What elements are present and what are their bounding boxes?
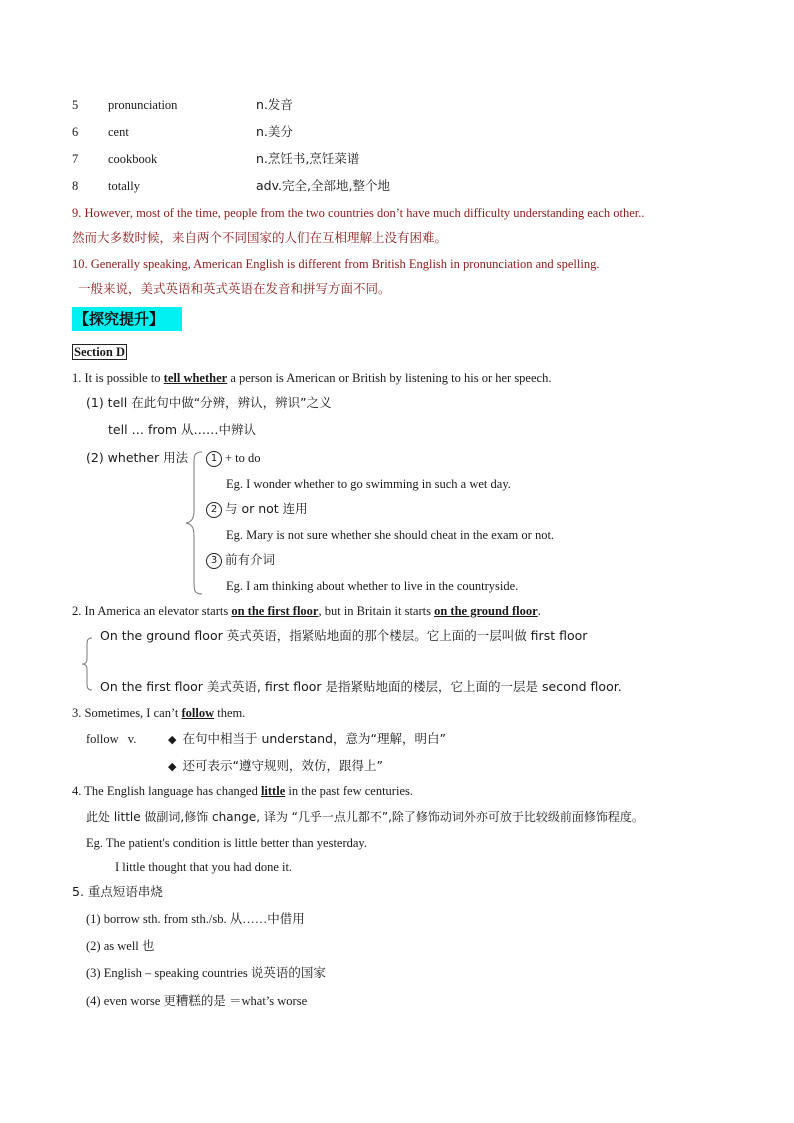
vocab-word: pronunciation (108, 98, 178, 112)
item-1-note-1: (1) tell 在此句中做“分辨，辨认，辨识”之义 (86, 395, 332, 410)
left-brace-icon (80, 636, 94, 692)
whether-usage-3: 3 前有介词 (206, 552, 275, 569)
vocab-number: 8 (72, 179, 79, 193)
phrase-item: (2) as well 也 (86, 939, 155, 953)
whether-example-3: Eg. I am thinking about whether to live in the countryside. (226, 579, 519, 593)
vocab-number: 6 (72, 125, 79, 139)
phrase-item: (1) borrow sth. from sth./sb. 从……中借用 (86, 912, 305, 926)
vocab-meaning: n.美分 (256, 124, 293, 139)
follow-meaning-2: ◆ 还可表示“遵守规则，效仿，跟得上” (168, 758, 383, 773)
phrase-item: (4) even worse 更糟糕的是 ＝what’s worse (86, 994, 308, 1008)
diamond-bullet-icon: ◆ (168, 760, 177, 773)
vocab-word: cookbook (108, 152, 158, 166)
follow-word: follow v. (86, 732, 137, 746)
vocab-word: totally (108, 179, 140, 193)
floor-note-british: On the ground floor 英式英语，指紧贴地面的那个楼层。它上面的一层叫做 first floor (100, 628, 588, 643)
circled-number-icon: 1 (206, 451, 222, 467)
item-1-note-2: (2) whether 用法 (86, 450, 189, 465)
whether-example-2: Eg. Mary is not sure whether she should cheat in the exam or not. (226, 528, 555, 542)
vocab-meaning: n.发音 (256, 97, 293, 112)
item-2-sentence: 2. In America an elevator starts on the first floor, but in Britain it starts on the ground floor. (72, 604, 541, 618)
sentence-10-english: 10. Generally speaking, American English is different from British English in pronunciation and spelling. (72, 257, 600, 271)
little-note: 此处 little 做副词,修饰 change, 译为 “几乎一点儿都不”,除了修饰动词外亦可放于比较级前面修饰程度。 (86, 810, 644, 824)
vocab-meaning: n.烹饪书,烹饪菜谱 (256, 151, 360, 166)
item-1-note-1b: tell … from 从……中辨认 (108, 422, 257, 437)
key-phrase: little (260, 784, 286, 798)
vocab-number: 5 (72, 98, 79, 112)
item-1-sentence: 1. It is possible to tell whether a person is American or British by listening to his or her speech. (72, 371, 552, 385)
circled-number-icon: 2 (206, 502, 222, 518)
item-4-sentence: 4. The English language has changed little in the past few centuries. (72, 784, 413, 798)
key-phrase: follow (181, 706, 215, 720)
vocab-number: 7 (72, 152, 79, 166)
little-example-1: Eg. The patient's condition is little better than yesterday. (86, 836, 367, 850)
sentence-9-chinese: 然而大多数时候，来自两个不同国家的人们在互相理解上没有困难。 (72, 230, 448, 245)
floor-note-american: On the first floor 美式英语, first floor 是指紧贴地面的楼层，它上面的一层是 second floor. (100, 679, 622, 694)
section-banner (72, 307, 182, 331)
key-phrase: tell whether (163, 371, 228, 385)
item-3-sentence: 3. Sometimes, I can’t follow them. (72, 706, 246, 720)
item-5-title: 5. 重点短语串烧 (72, 884, 163, 899)
key-phrase: on the ground floor (434, 604, 538, 618)
circled-number-icon: 3 (206, 553, 222, 569)
little-example-2: I little thought that you had done it. (115, 860, 293, 874)
diamond-bullet-icon: ◆ (168, 733, 177, 746)
follow-meaning-1: ◆ 在句中相当于 understand，意为“理解，明白” (168, 731, 446, 746)
whether-example-1: Eg. I wonder whether to go swimming in such a wet day. (226, 477, 511, 491)
sentence-9-english: 9. However, most of the time, people from the two countries don’t have much difficulty understanding each other.. (72, 206, 645, 220)
whether-usage-1: 1 + to do (206, 450, 261, 467)
banner-title: 【探究提升】 (74, 310, 165, 328)
vocab-meaning: adv.完全,全部地,整个地 (256, 178, 390, 193)
key-phrase: on the first floor (231, 604, 319, 618)
vocab-word: cent (108, 125, 129, 139)
left-brace-icon (184, 450, 204, 596)
phrase-item: (3) English – speaking countries 说英语的国家 (86, 966, 326, 980)
section-label: Section D (74, 345, 126, 359)
sentence-10-chinese: 一般来说，美式英语和英式英语在发音和拼写方面不同。 (78, 281, 391, 296)
whether-usage-2: 2 与 or not 连用 (206, 501, 308, 518)
